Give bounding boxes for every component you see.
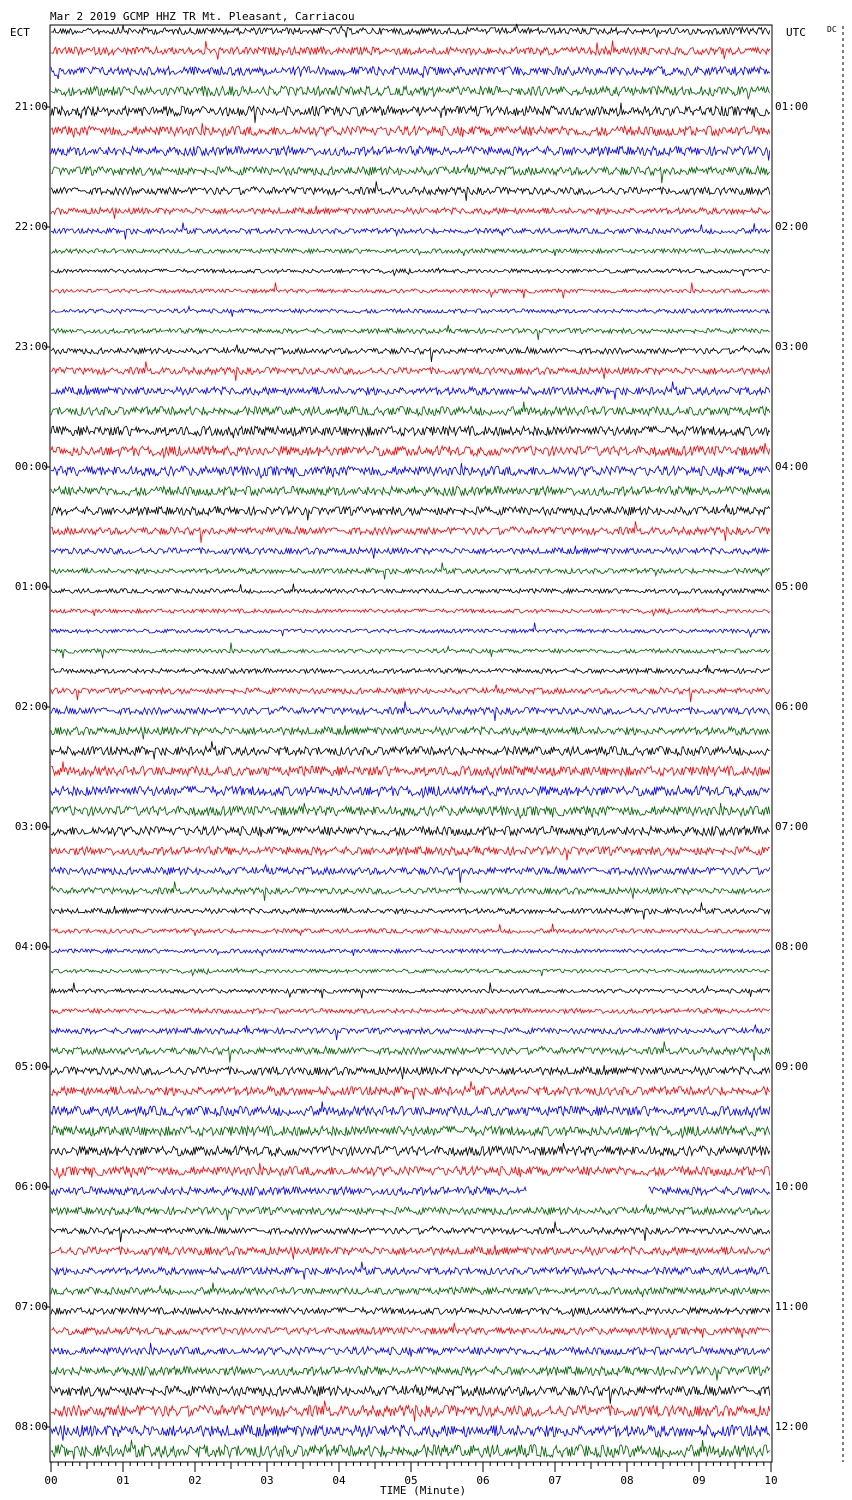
trace-row-21 bbox=[51, 443, 770, 457]
trace-row-27 bbox=[51, 563, 770, 580]
trace-row-49 bbox=[51, 1009, 770, 1014]
right-time-label: 02:00 bbox=[775, 220, 809, 233]
trace-row-26 bbox=[51, 546, 770, 559]
right-time-label: 05:00 bbox=[775, 580, 809, 593]
trace-row-39 bbox=[51, 803, 770, 818]
trace-row-61 bbox=[51, 1245, 770, 1259]
trace-row-14 bbox=[51, 306, 770, 316]
x-tick-label: 07 bbox=[548, 1474, 562, 1487]
right-time-label: 04:00 bbox=[775, 460, 809, 473]
right-time-label: 11:00 bbox=[775, 1300, 809, 1313]
trace-row-19 bbox=[51, 402, 770, 416]
right-time-label: 06:00 bbox=[775, 700, 809, 713]
trace-row-48 bbox=[51, 983, 770, 999]
trace-row-17 bbox=[51, 361, 770, 381]
trace-row-28 bbox=[51, 584, 770, 596]
trace-row-51 bbox=[51, 1041, 770, 1062]
right-time-label: 12:00 bbox=[775, 1420, 809, 1433]
left-time-label: 06:00 bbox=[14, 1180, 48, 1193]
trace-row-62 bbox=[51, 1262, 770, 1280]
trace-row-35 bbox=[51, 725, 770, 739]
x-tick-label: 03 bbox=[260, 1474, 274, 1487]
trace-row-16 bbox=[51, 345, 770, 362]
left-time-label: 22:00 bbox=[14, 220, 48, 233]
plot-frame bbox=[50, 25, 772, 1462]
trace-row-11 bbox=[51, 249, 770, 256]
trace-row-31 bbox=[51, 643, 770, 659]
trace-row-60 bbox=[51, 1222, 770, 1243]
trace-row-55 bbox=[51, 1126, 770, 1137]
left-axis-label-ect: ECT bbox=[10, 26, 30, 39]
x-tick-label: 02 bbox=[188, 1474, 202, 1487]
trace-row-68 bbox=[51, 1385, 770, 1404]
x-tick-label: 08 bbox=[620, 1474, 634, 1487]
trace-row-2 bbox=[51, 67, 770, 79]
left-time-label: 04:00 bbox=[14, 940, 48, 953]
trace-row-52 bbox=[51, 1065, 770, 1079]
trace-row-53 bbox=[51, 1081, 770, 1099]
right-time-label: 08:00 bbox=[775, 940, 809, 953]
trace-row-29 bbox=[51, 608, 770, 616]
left-time-label: 03:00 bbox=[14, 820, 48, 833]
left-time-label: 00:00 bbox=[14, 460, 48, 473]
trace-row-40 bbox=[51, 826, 770, 837]
trace-row-23 bbox=[51, 486, 770, 495]
trace-row-12 bbox=[51, 268, 770, 276]
trace-row-58 bbox=[51, 1187, 770, 1196]
trace-row-25 bbox=[51, 521, 770, 543]
trace-row-30 bbox=[51, 623, 770, 638]
left-time-label: 02:00 bbox=[14, 700, 48, 713]
trace-row-65 bbox=[51, 1323, 770, 1338]
trace-row-5 bbox=[51, 123, 770, 137]
right-time-label: 10:00 bbox=[775, 1180, 809, 1193]
x-tick-label: 00 bbox=[44, 1474, 58, 1487]
right-time-label: 09:00 bbox=[775, 1060, 809, 1073]
trace-row-6 bbox=[51, 146, 770, 160]
trace-group bbox=[51, 24, 770, 1460]
left-time-label: 23:00 bbox=[14, 340, 48, 353]
trace-row-50 bbox=[51, 1025, 770, 1041]
x-tick-label: 04 bbox=[332, 1474, 346, 1487]
trace-row-70 bbox=[51, 1424, 770, 1440]
trace-row-1 bbox=[51, 41, 770, 60]
trace-row-67 bbox=[51, 1366, 770, 1380]
x-tick-label: 05 bbox=[404, 1474, 418, 1487]
trace-row-3 bbox=[51, 86, 770, 99]
right-time-label: 07:00 bbox=[775, 820, 809, 833]
trace-row-34 bbox=[51, 701, 770, 721]
trace-row-0 bbox=[51, 24, 770, 38]
trace-row-44 bbox=[51, 903, 770, 920]
trace-row-42 bbox=[51, 865, 770, 883]
trace-row-37 bbox=[51, 761, 770, 778]
trace-row-45 bbox=[51, 924, 770, 936]
left-time-label: 21:00 bbox=[14, 100, 48, 113]
chart-title: Mar 2 2019 GCMP HHZ TR Mt. Pleasant, Carriacou bbox=[50, 10, 355, 23]
trace-row-38 bbox=[51, 786, 770, 797]
trace-row-69 bbox=[51, 1401, 770, 1422]
right-time-label: 01:00 bbox=[775, 100, 809, 113]
trace-row-7 bbox=[51, 165, 770, 183]
left-time-label: 01:00 bbox=[14, 580, 48, 593]
trace-row-63 bbox=[51, 1283, 770, 1297]
trace-row-33 bbox=[51, 685, 770, 703]
trace-row-13 bbox=[51, 283, 770, 299]
trace-row-22 bbox=[51, 463, 770, 478]
right-time-label: 03:00 bbox=[775, 340, 809, 353]
trace-row-64 bbox=[51, 1308, 770, 1317]
trace-row-47 bbox=[51, 968, 770, 976]
trace-row-20 bbox=[51, 426, 770, 438]
right-axis-label-utc: UTC bbox=[786, 26, 806, 39]
trace-row-57 bbox=[51, 1163, 770, 1178]
dc-label: DC bbox=[827, 25, 837, 34]
trace-row-18 bbox=[51, 382, 770, 400]
trace-row-41 bbox=[51, 846, 770, 860]
trace-row-36 bbox=[51, 741, 770, 759]
trace-row-4 bbox=[51, 103, 770, 123]
x-axis-label: TIME (Minute) bbox=[380, 1484, 467, 1497]
left-time-label: 07:00 bbox=[14, 1300, 48, 1313]
trace-row-56 bbox=[51, 1143, 770, 1156]
x-tick-label: 10 bbox=[764, 1474, 778, 1487]
x-tick-label: 01 bbox=[116, 1474, 130, 1487]
trace-row-15 bbox=[51, 325, 770, 340]
trace-row-43 bbox=[51, 882, 770, 901]
trace-row-8 bbox=[51, 181, 770, 201]
trace-row-10 bbox=[51, 223, 770, 240]
trace-row-54 bbox=[51, 1101, 770, 1118]
trace-row-46 bbox=[51, 949, 770, 956]
trace-row-71 bbox=[51, 1440, 770, 1460]
left-time-label: 05:00 bbox=[14, 1060, 48, 1073]
trace-row-59 bbox=[51, 1205, 770, 1220]
trace-row-9 bbox=[51, 206, 770, 219]
x-tick-label: 09 bbox=[692, 1474, 706, 1487]
x-tick-label: 06 bbox=[476, 1474, 490, 1487]
left-time-label: 08:00 bbox=[14, 1420, 48, 1433]
trace-row-66 bbox=[51, 1343, 770, 1357]
trace-row-32 bbox=[51, 665, 770, 674]
trace-row-24 bbox=[51, 505, 770, 520]
